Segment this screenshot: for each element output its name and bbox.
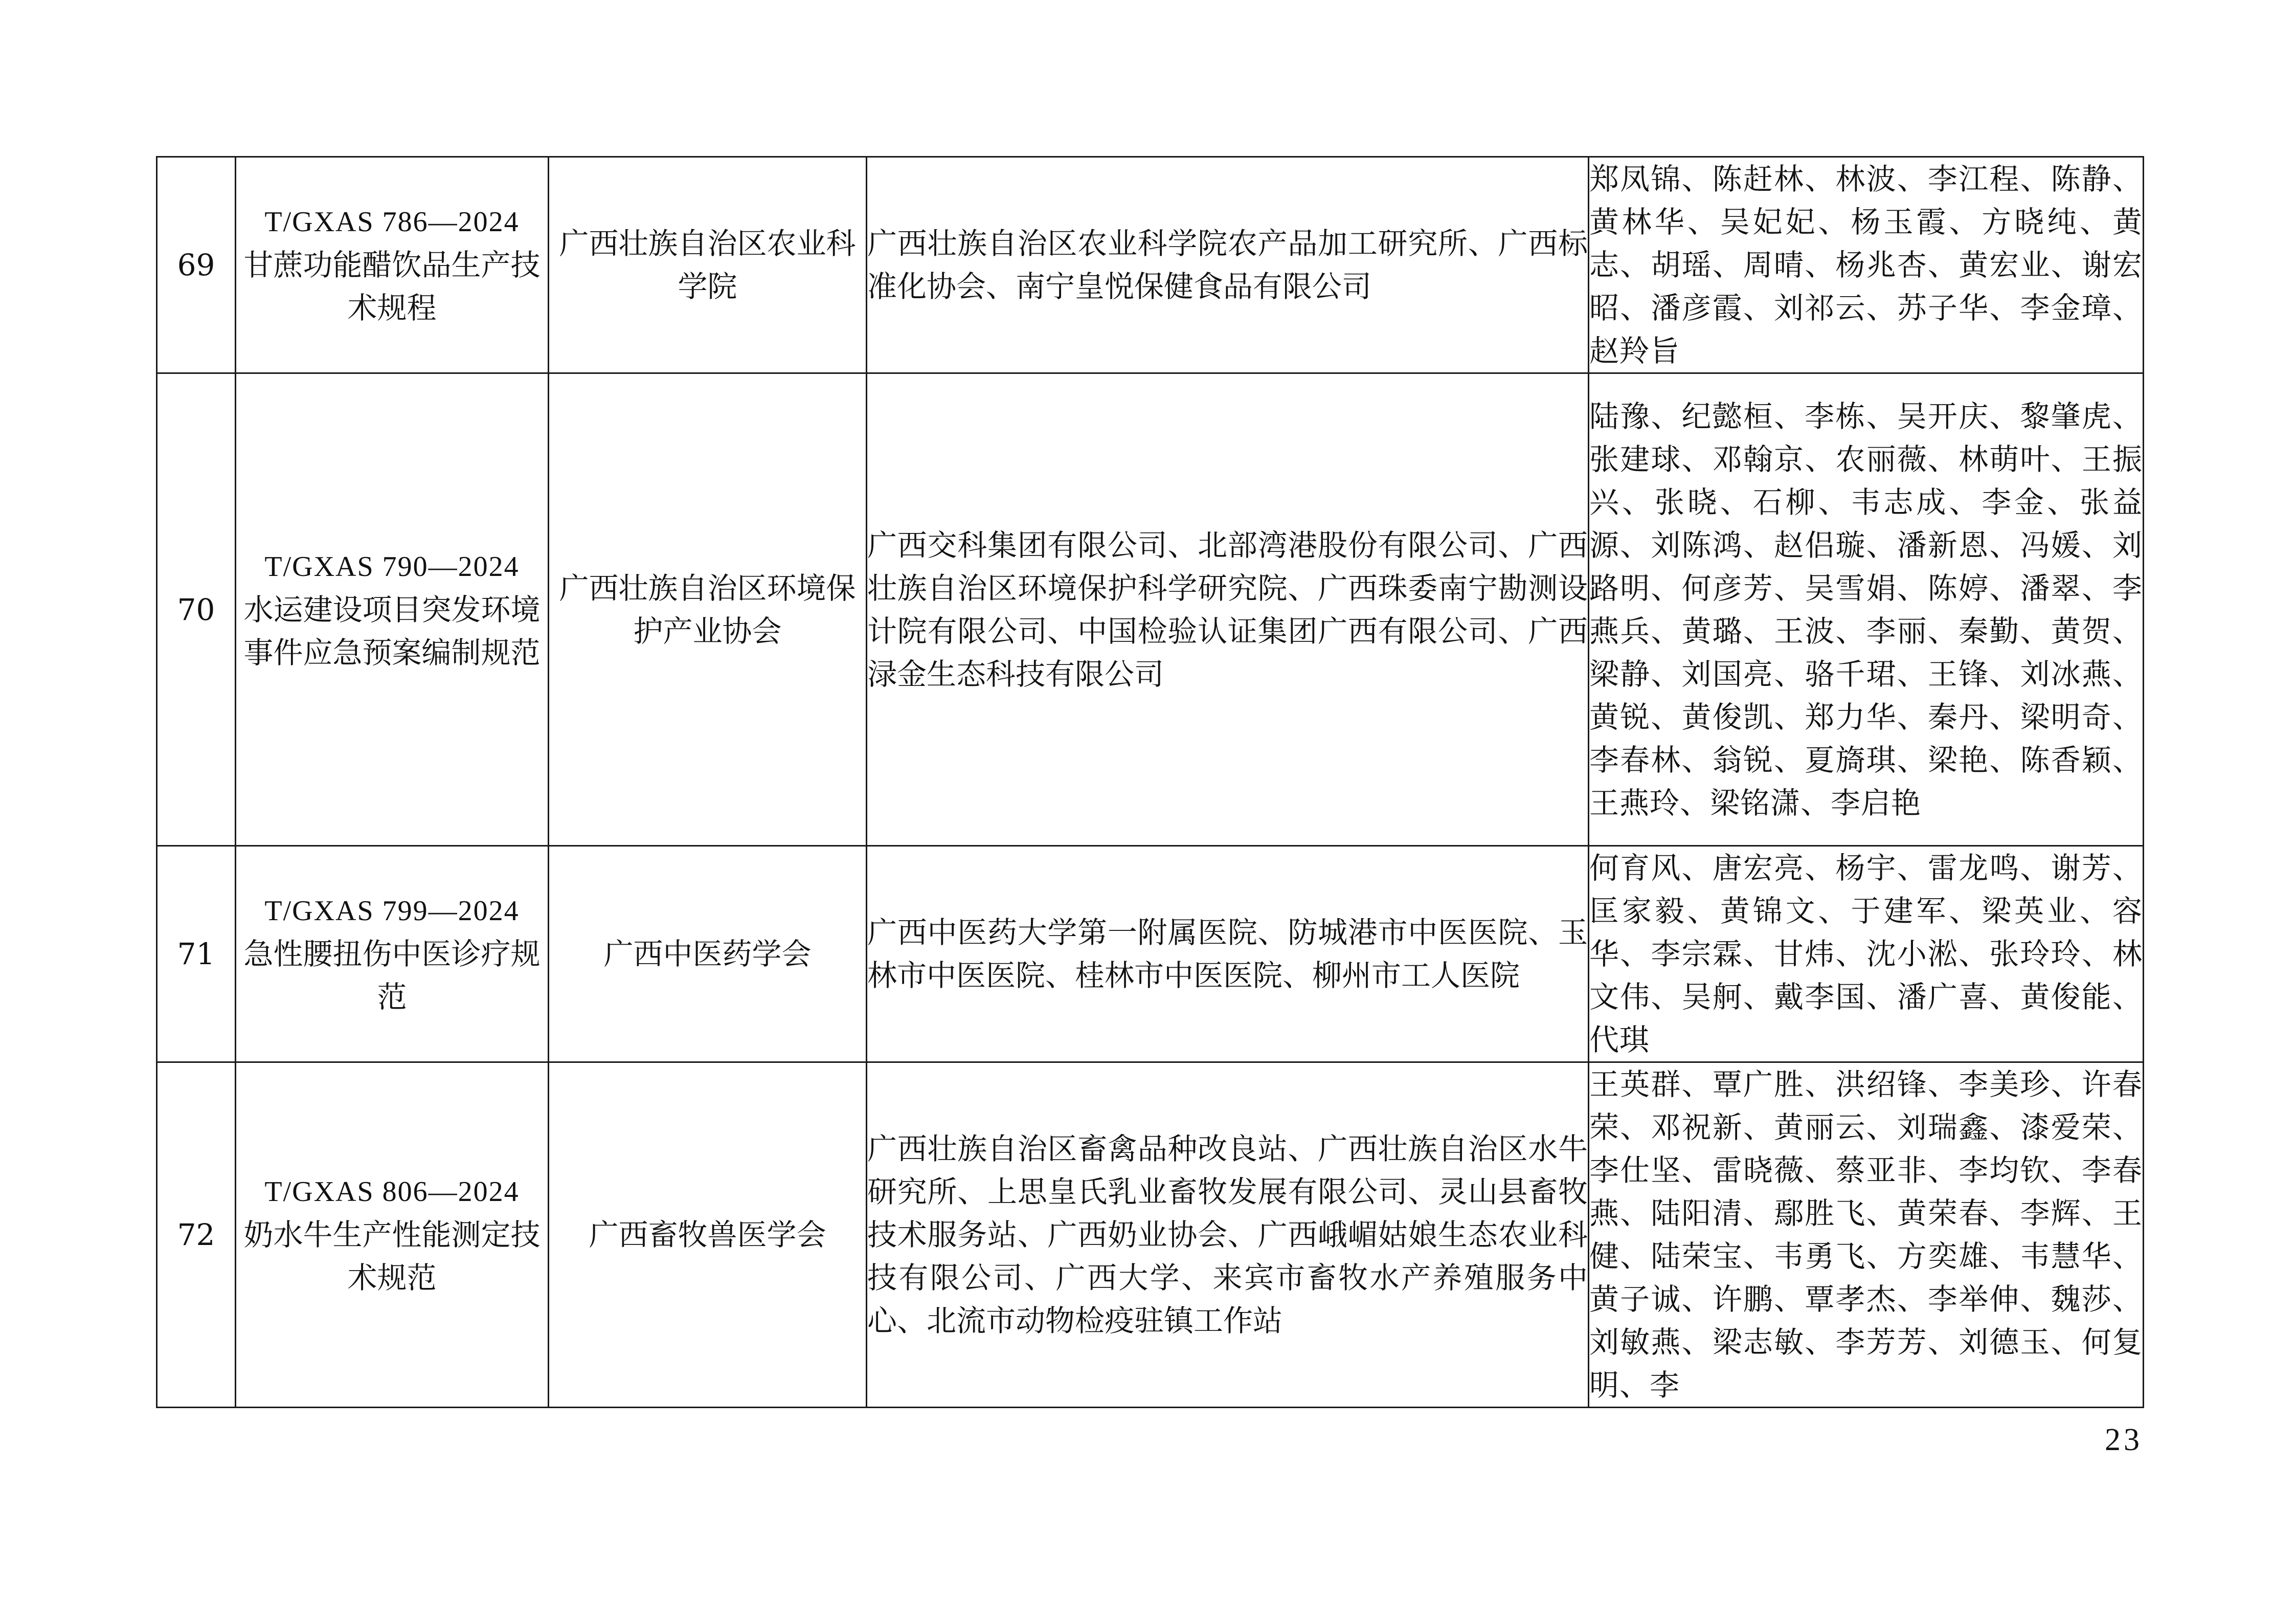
standard-name: 奶水牛生产性能测定技术规范 — [243, 1217, 541, 1295]
table-row — [157, 157, 2144, 373]
drafters: 郑凤锦、陈赶林、林波、李江程、陈静、黄林华、吴妃妃、杨玉霞、方晓纯、黄志、胡瑶、周晴、杨兆杏、黄宏业、谢宏昭、潘彦霞、刘祁云、苏子华、李金璋、赵羚旨 — [1589, 157, 2144, 373]
proposing-organization: 广西畜牧兽医学会 — [549, 1062, 867, 1408]
table-row — [157, 1062, 2144, 1408]
drafting-units: 广西壮族自治区畜禽品种改良站、广西壮族自治区水牛研究所、上思皇氏乳业畜牧发展有限公司、灵山县畜牧技术服务站、广西奶业协会、广西峨嵋姑娘生态农业科技有限公司、广西大学、来宾市畜牧水产养殖服务中心、北流市动物检疫驻镇工作站 — [867, 1062, 1589, 1408]
row-number: 71 — [157, 846, 236, 1062]
standard-code: T/GXAS 806—2024 — [264, 1176, 520, 1208]
drafting-units: 广西中医药大学第一附属医院、防城港市中医医院、玉林市中医医院、桂林市中医医院、柳州市工人医院 — [867, 846, 1589, 1062]
proposing-organization: 广西壮族自治区农业科学院 — [549, 157, 867, 373]
standards-table — [156, 156, 2144, 1408]
standard-code: T/GXAS 790—2024 — [264, 550, 520, 583]
drafters: 陆豫、纪懿桓、李栋、吴开庆、黎肇虎、张建球、邓翰京、农丽薇、林萌叶、王振兴、张晓、石柳、韦志成、李金、张益源、刘陈鸿、赵侣璇、潘新恩、冯媛、刘路明、何彦芳、吴雪娟、陈婷、潘翠、李燕兵、黄璐、王波、李丽、秦勤、黄贺、梁静、刘国亮、骆千珺、王锋、刘冰燕、黄锐、黄俊凯、郑力华、秦丹、梁明奇、李春林、翁锐、夏旖琪、梁艳、陈香颖、王燕玲、梁铭潇、李启艳 — [1589, 373, 2144, 846]
standard-cell — [236, 157, 549, 373]
drafting-units: 广西交科集团有限公司、北部湾港股份有限公司、广西壮族自治区环境保护科学研究院、广西珠委南宁勘测设计院有限公司、中国检验认证集团广西有限公司、广西渌金生态科技有限公司 — [867, 373, 1589, 846]
proposing-organization: 广西中医药学会 — [549, 846, 867, 1062]
page-number: 23 — [2105, 1422, 2143, 1457]
table-row — [157, 373, 2144, 846]
standard-code: T/GXAS 786—2024 — [264, 206, 520, 238]
drafters: 王英群、覃广胜、洪绍锋、李美珍、许春荣、邓祝新、黄丽云、刘瑞鑫、漆爱荣、李仕坚、雷晓薇、蔡亚非、李均钦、李春燕、陆阳清、鄢胜飞、黄荣春、李辉、王健、陆荣宝、韦勇飞、方奕雄、韦慧华、黄子诚、许鹏、覃孝杰、李举伸、魏莎、刘敏燕、梁志敏、李芳芳、刘德玉、何复明、李 — [1589, 1062, 2144, 1408]
drafting-units: 广西壮族自治区农业科学院农产品加工研究所、广西标准化协会、南宁皇悦保健食品有限公司 — [867, 157, 1589, 373]
drafters: 何育风、唐宏亮、杨宇、雷龙鸣、谢芳、匡家毅、黄锦文、于建军、梁英业、容华、李宗霖、甘炜、沈小淞、张玲玲、林文伟、吴舸、戴李国、潘广喜、黄俊能、代琪 — [1589, 846, 2144, 1062]
standard-cell — [236, 373, 549, 846]
standard-code: T/GXAS 799—2024 — [264, 895, 520, 927]
standard-name: 水运建设项目突发环境事件应急预案编制规范 — [243, 592, 541, 670]
proposing-organization: 广西壮族自治区环境保护产业协会 — [549, 373, 867, 846]
row-number: 69 — [157, 157, 236, 373]
standard-cell — [236, 1062, 549, 1408]
row-number: 70 — [157, 373, 236, 846]
standard-name: 甘蔗功能醋饮品生产技术规程 — [243, 248, 541, 325]
table-row — [157, 846, 2144, 1062]
row-number: 72 — [157, 1062, 236, 1408]
standard-cell — [236, 846, 549, 1062]
standard-name: 急性腰扭伤中医诊疗规范 — [243, 937, 541, 1014]
